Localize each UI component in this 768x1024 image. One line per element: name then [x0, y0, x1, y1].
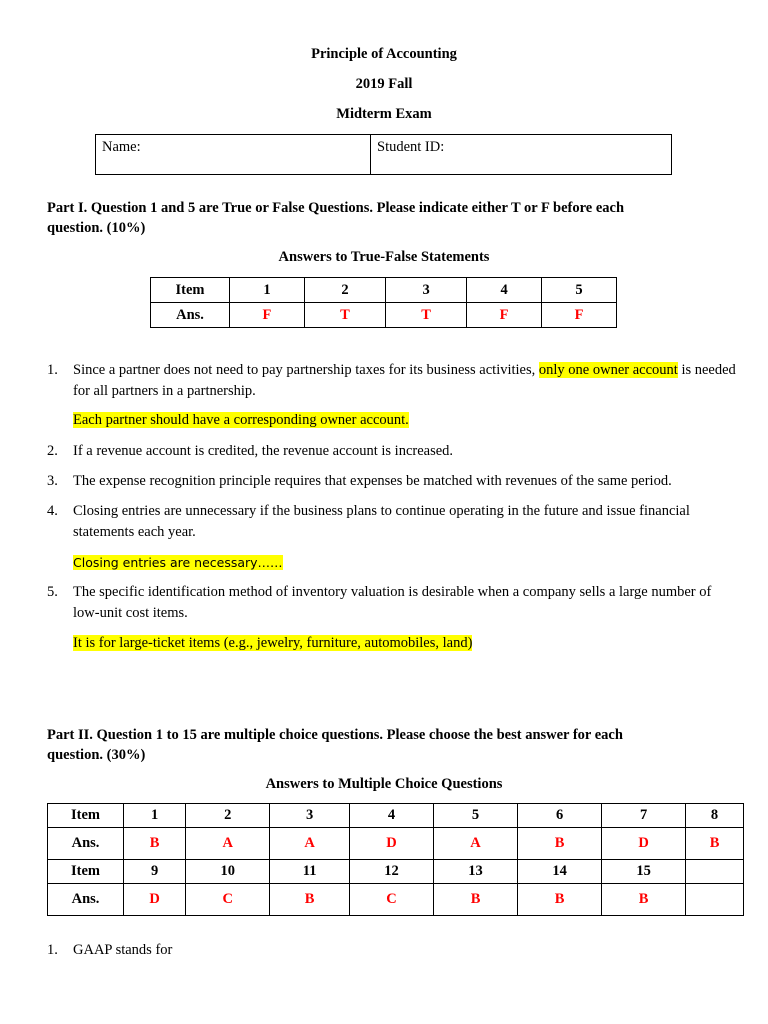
tf-item-row	[151, 278, 617, 303]
mc-item-cell: 15	[602, 860, 686, 884]
question-text	[73, 360, 737, 402]
mc-item-cell: 10	[186, 860, 270, 884]
mc-item-cell: 1	[124, 804, 186, 828]
tf-ans-cell: T	[386, 303, 467, 328]
student-info-table	[95, 134, 672, 175]
mc-ans-label: Ans.	[48, 884, 124, 916]
tf-item-cell: 1	[230, 278, 305, 303]
tf-question-4	[47, 501, 737, 543]
mc-ans-cell: B	[686, 828, 744, 860]
tf-question-5	[47, 582, 737, 624]
tf-ans-label: Ans.	[151, 303, 230, 328]
question-number: 5.	[47, 584, 58, 600]
student-id-label: Student ID:	[377, 139, 445, 155]
mc-ans-cell: A	[434, 828, 518, 860]
mc-item-cell: 7	[602, 804, 686, 828]
mc-item-cell: 12	[349, 860, 433, 884]
question-text: GAAP stands for	[73, 942, 173, 958]
part2-heading	[47, 725, 727, 765]
mc-item-cell: 5	[434, 804, 518, 828]
tf-question-1	[47, 360, 737, 402]
part1-heading	[47, 198, 727, 238]
mc-ans-cell	[686, 884, 744, 916]
note-text: Each partner should have a corresponding owner account.	[73, 412, 409, 428]
question-text: Closing entries are unnecessary if the business plans to continue operating in the future and issue financial statements each year.	[73, 503, 690, 540]
question-number: 3.	[47, 473, 58, 489]
mc-item-cell: 4	[349, 804, 433, 828]
exam-title: Midterm Exam	[336, 106, 432, 122]
mc-item-cell: 6	[518, 804, 602, 828]
highlighted-phrase: only one owner account	[538, 362, 678, 378]
mc-ans-cell: C	[186, 884, 270, 916]
mc-ans-label: Ans.	[48, 828, 124, 860]
question-number: 4.	[47, 503, 58, 519]
tf-answer-note-1	[73, 410, 409, 430]
mc-ans-cell: B	[124, 828, 186, 860]
course-title: Principle of Accounting	[311, 46, 457, 62]
mc-item-row	[48, 804, 744, 828]
tf-question-2	[47, 441, 737, 462]
tf-item-cell: 4	[467, 278, 542, 303]
mc-ans-cell: B	[518, 828, 602, 860]
tf-item-cell: 5	[542, 278, 617, 303]
part1-heading-line2: question. (10%)	[47, 220, 146, 236]
mc-item-cell	[686, 860, 744, 884]
mc-ans-cell: D	[602, 828, 686, 860]
mc-ans-row	[48, 828, 744, 860]
tf-item-cell: 2	[304, 278, 385, 303]
part2-heading-line1: Part II. Question 1 to 15 are multiple choice questions. Please choose the best answer for each	[47, 727, 623, 743]
tf-ans-cell: F	[542, 303, 617, 328]
mc-item-cell: 13	[434, 860, 518, 884]
question-number: 2.	[47, 443, 58, 459]
mc-answers-title: Answers to Multiple Choice Questions	[265, 776, 503, 792]
tf-answer-note-4	[73, 553, 283, 573]
mc-ans-cell: B	[602, 884, 686, 916]
mc-item-label: Item	[48, 860, 124, 884]
question-text: If a revenue account is credited, the revenue account is increased.	[73, 443, 454, 459]
tf-question-3	[47, 471, 737, 492]
tf-answers-title: Answers to True-False Statements	[278, 249, 490, 265]
note-text: Closing entries are necessary……	[73, 555, 283, 570]
student-id-cell[interactable]	[371, 135, 672, 175]
tf-ans-row	[151, 303, 617, 328]
name-cell[interactable]	[96, 135, 371, 175]
mc-item-cell: 14	[518, 860, 602, 884]
question-text: The expense recognition principle requires that expenses be matched with revenues of the same period.	[73, 473, 672, 489]
tf-ans-cell: F	[467, 303, 542, 328]
tf-ans-cell: T	[304, 303, 385, 328]
tf-item-label: Item	[151, 278, 230, 303]
mc-question-1	[47, 940, 737, 961]
mc-item-cell: 11	[270, 860, 350, 884]
part2-heading-line2: question. (30%)	[47, 747, 146, 763]
mc-item-cell: 3	[270, 804, 350, 828]
mc-ans-cell: A	[186, 828, 270, 860]
mc-ans-row	[48, 884, 744, 916]
mc-item-label: Item	[48, 804, 124, 828]
tf-item-cell: 3	[386, 278, 467, 303]
tf-answer-note-5	[73, 633, 472, 653]
tf-answer-table	[150, 277, 617, 328]
question-text: The specific identification method of inventory valuation is desirable when a company sells a large number of low-unit cost items.	[73, 584, 712, 621]
mc-ans-cell: B	[518, 884, 602, 916]
note-text: It is for large-ticket items (e.g., jewelry, furniture, automobiles, land)	[73, 635, 473, 651]
mc-ans-cell: B	[270, 884, 350, 916]
name-label: Name:	[102, 139, 141, 155]
mc-item-cell: 2	[186, 804, 270, 828]
mc-item-cell: 8	[686, 804, 744, 828]
tf-ans-cell: F	[230, 303, 305, 328]
question-text-end: is needed for all partners in a partnership.	[73, 362, 736, 399]
term-title: 2019 Fall	[355, 76, 413, 92]
mc-ans-cell: B	[434, 884, 518, 916]
mc-ans-cell: C	[349, 884, 433, 916]
mc-ans-cell: A	[270, 828, 350, 860]
mc-ans-cell: D	[124, 884, 186, 916]
part1-heading-line1: Part I. Question 1 and 5 are True or False Questions. Please indicate either T or F before each	[47, 200, 625, 216]
mc-item-row	[48, 860, 744, 884]
question-number: 1.	[47, 362, 58, 378]
mc-item-cell: 9	[124, 860, 186, 884]
mc-answer-table	[47, 803, 744, 916]
mc-ans-cell: D	[349, 828, 433, 860]
question-number: 1.	[47, 942, 58, 958]
question-text-start: Since a partner does not need to pay partnership taxes for its business activities,	[73, 362, 539, 378]
